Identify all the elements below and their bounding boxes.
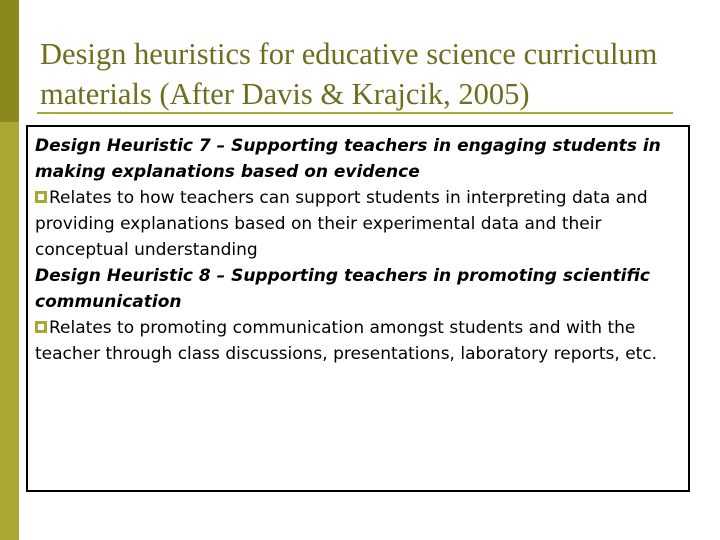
left-accent-bar-top <box>0 0 19 122</box>
heuristic-7-bullet-text: Relates to how teachers can support students in interpreting data and providing explanations based on their experimental data and their conceptual understanding <box>35 188 648 260</box>
square-bullet-icon <box>35 191 47 203</box>
content-box <box>26 125 690 492</box>
heuristic-8-heading: Design Heuristic 8 – Supporting teachers in promoting scientific communication <box>35 266 650 312</box>
square-bullet-icon <box>35 321 47 333</box>
slide-title: Design heuristics for educative science curriculum materials (After Davis & Krajcik, 2005) <box>40 37 658 111</box>
heuristic-7-bullet <box>35 185 688 263</box>
title-underline <box>37 112 673 114</box>
heuristic-8-bullet-text: Relates to promoting communication amongst students and with the teacher through class discussions, presentations, laboratory reports, etc. <box>35 318 658 364</box>
heuristic-8-bullet <box>35 315 688 367</box>
heuristic-7-heading: Design Heuristic 7 – Supporting teachers in engaging students in making explanations based on evidence <box>35 136 661 182</box>
